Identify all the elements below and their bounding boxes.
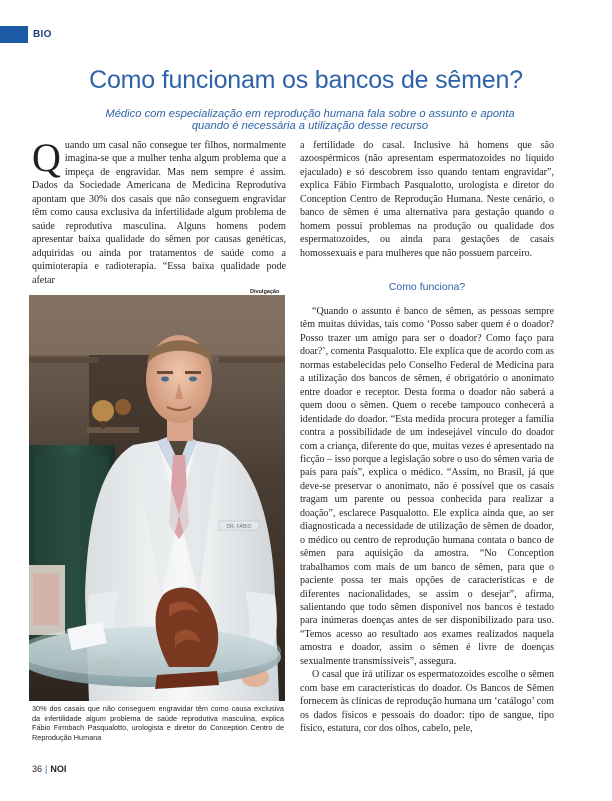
drop-cap: Q <box>32 135 61 180</box>
section-label: BIO <box>33 29 52 40</box>
footer-separator: | <box>45 764 48 774</box>
right-column-top <box>300 139 554 260</box>
page-number: 36 <box>32 764 43 774</box>
body-paragraph-1: “Quando o assunto é banco de sêmen, as pessoas sempre têm muitas dúvidas, tais como ‘Posso saber quem é o doador? Posso trazer um amigo para ser o doador? Como faço para doar?’, comenta Pasqualotto. Ele explica que de acordo com as normas estabelecidas pelo Conselho Federal de Medicina para a utilização dos bancos de sêmen, é obrigatório o anonimato entre doador e receptor. Desta forma o doador não saberá a quem doou o sêmen. Quem o recebe tampouco conhecerá a identidade do doador. “Esta medida procura proteger a família contra a possibilidade de um indesejável vínculo do doador com a criança, diferente do que, muitas vezes é apresentado na ficção – isso porque a legislação sobre o uso do sêmen varia de país para país”, explica o médico. “Assim, no Brasil, já que deve-se preservar o anonimato, não é possível que os casais tragam um parente ou pessoa conhecida para realizar a doação”, esclarece Pasqualotto. Ele explica ainda que, ao ser diagnosticada a necessidade de utilização de sêmen de doador, o médico ou centro de reprodução humana contata o banco de sêmen para aquisição da amostra. “No Conception trabalhamos com mais de um banco de sêmen, para que o paciente possa ter mais opções de características e de diferentes nacionalidades, se assim o desejar”, afirma, salientando que todo sêmen disponível nos bancos é testado para inúmeras doenças antes de ser disponibilizado para uso. “Temos acesso ao resultado aos exames realizados naquela amostra e doador, assim o sêmen é livre de doenças sexualmente transmissíveis”, assegura. <box>300 306 554 667</box>
section-color-bar <box>0 26 28 43</box>
right-top-paragraph: a fertilidade do casal. Inclusive há homens que são azoospérmicos (não apresentam espermatozoides no líquido ejaculado) e só descobrem isso quando tentam engravidar”, explica Fábio Firmbach Pasqualotto, urologista e diretor do Conception Centro de Reprodução Humana. Neste cenário, o banco de sêmen é uma alternativa para gestação quando o homem possui problemas na produção ou qualidade dos espermatozoides, ou ainda para gestações de casais homossexuais e para mulheres que não possuem parceiro. <box>300 140 554 259</box>
coat-name-tag: DR. FÁBIO <box>226 524 252 530</box>
lead-column <box>32 135 286 287</box>
article-subtitle: Médico com especialização em reprodução humana fala sobre o assunto e aponta quando é necessária a utilização desse recurso <box>105 108 515 132</box>
article-title: Como funcionam os bancos de sêmen? <box>89 66 523 94</box>
subheading: Como funciona? <box>388 281 466 293</box>
photo-credit: Divulgação <box>250 289 280 295</box>
body-paragraph-2: O casal que irá utilizar os espermatozoides escolhe o sêmen com base em características do doador. Os Bancos de Sêmen fornecem às clínicas de reprodução humana um ‘catálogo’ com os dados físicos e pessoais do doador: tipo de sangue, tipo físico, estatura, cor dos olhos, cabelo, pele, <box>300 669 554 735</box>
lead-paragraph <box>32 135 286 287</box>
doctor-photo <box>29 295 285 701</box>
lead-text: uando um casal não consegue ter filhos, normalmente imagina-se que a mulher tenha algum problema que a impeça de engravidar. Mas nem sempre é assim. Dados da Sociedade Americana de Medicina Reprodutiva apontam que 30% dos casais que não conseguem engravidar têm como causa exclusiva da infertilidade algum problema de saúde reprodutiva masculina. Alguns homens podem apresentar baixa qualidade do sêmen por causas genéticas, adquiridas ou ainda por tratamentos de saúde como a quimioterapia e radioterapia. “Essa baixa qualidade pode afetar <box>32 140 286 286</box>
right-column-body <box>300 305 554 736</box>
page-footer <box>32 764 66 774</box>
photo-caption: 30% dos casais que não conseguem engravidar têm como causa exclusiva da infertilidade algum problema de saúde reprodutiva masculina, explica Fábio Firmbach Pasqualotto, urologista e diretor do Conception Centro de Reprodução Humana <box>32 704 284 743</box>
section-tab <box>0 26 52 43</box>
magazine-name: NOI <box>50 764 67 774</box>
